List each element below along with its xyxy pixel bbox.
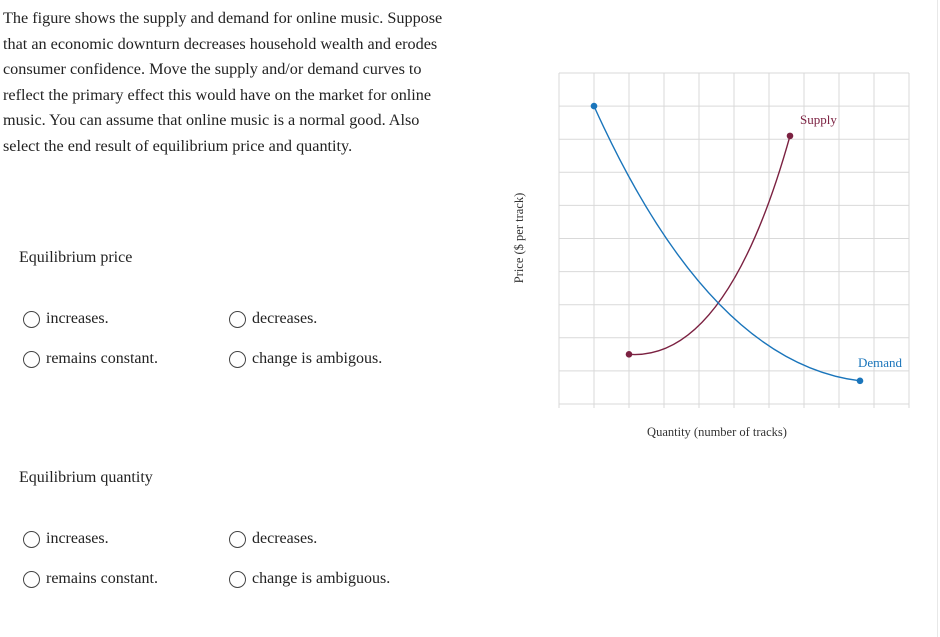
equilibrium-quantity-title: Equilibrium quantity xyxy=(19,469,153,486)
demand-label: Demand xyxy=(857,354,903,370)
demand-start-handle[interactable] xyxy=(591,103,598,110)
x-axis-label: Quantity (number of tracks) xyxy=(647,425,787,439)
y-axis-label: Price ($ per track) xyxy=(512,192,526,284)
option-label: remains constant. xyxy=(46,570,158,587)
demand-end-handle[interactable] xyxy=(857,378,864,385)
supply-label: Supply xyxy=(800,111,837,127)
option-label: change is ambiguous. xyxy=(252,570,391,587)
equilibrium-price-title: Equilibrium price xyxy=(19,249,133,266)
option-label: decreases. xyxy=(252,310,318,327)
series-layer[interactable] xyxy=(591,103,903,384)
supply-start-handle[interactable] xyxy=(626,351,633,358)
page-divider xyxy=(937,0,938,637)
supply-end-handle[interactable] xyxy=(787,133,794,140)
option-label: change is ambigous. xyxy=(252,350,383,367)
chart-grid xyxy=(559,73,909,408)
question-text: The figure shows the supply and demand for online music. Suppose that an economic downturn decreases household wealth and erodes consumer confidence. Move the supply and/or demand curves to reflect the primary effect this would have on the market for online music. You can assume that online music is a normal good. Also select the end result of equilibrium price and quantity. xyxy=(3,9,443,155)
demand-curve[interactable] xyxy=(594,106,860,381)
option-label: increases. xyxy=(46,310,109,327)
option-label: remains constant. xyxy=(46,350,158,367)
supply-curve[interactable] xyxy=(629,136,790,355)
option-label: decreases. xyxy=(252,530,318,547)
option-label: increases. xyxy=(46,530,109,547)
